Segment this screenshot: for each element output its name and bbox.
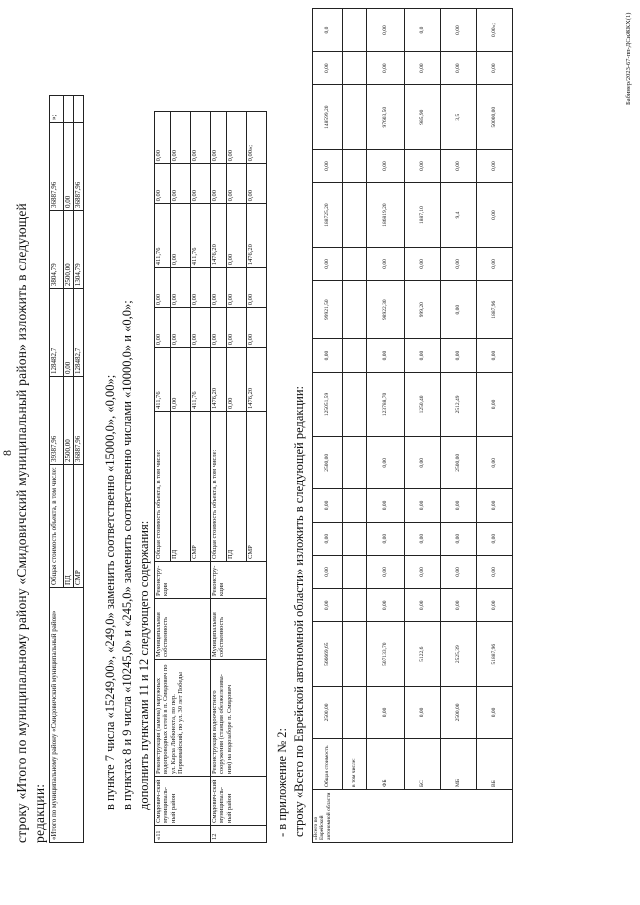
t3-cell: 0,00 [477, 247, 513, 280]
t3-cell: 0,00 [477, 489, 513, 522]
t3-cell: 2500,00 [313, 437, 343, 489]
t3-cell: 188725,20 [313, 183, 343, 248]
item-row-name: СМР [247, 412, 267, 562]
t2-cell: 0,00 [191, 112, 211, 164]
item-district: Смидович-ский муниципаль-ный район [155, 777, 211, 826]
t1-row-name: ПД [64, 465, 74, 588]
district-total-table [49, 95, 84, 843]
paragraph-points-8-9: в пунктах 8 и 9 числа «10245,0» и «245,0» заменить соответственно числами «10000,0» и «0,0»; [120, 300, 134, 810]
t3-cell: 0,00 [367, 52, 405, 85]
t3-row-name: в том числе: [343, 739, 367, 790]
t3-cell: 0,00 [477, 686, 513, 738]
t3-cell [343, 52, 367, 85]
t3-cell: 50000,00 [477, 85, 513, 150]
t3-cell [343, 9, 367, 52]
t2-cell: 0,00 [191, 268, 211, 308]
t2-cell: 0,00 [191, 308, 211, 348]
t2-cell: 0,00 [171, 164, 191, 204]
item-number: 12 [211, 826, 267, 843]
t3-cell: 0,00 [367, 522, 405, 555]
t3-cell: 0,00 [405, 686, 441, 738]
t3-cell: 0,00 [367, 149, 405, 182]
t3-cell: 0,00 [405, 149, 441, 182]
t1-cell: 2500,00 [64, 377, 74, 465]
t3-cell [343, 589, 367, 622]
t3-cell: 186819,20 [367, 183, 405, 248]
paragraph-point-7: в пункте 7 числа «15249,00», «249,0» заменить соответственно «15000,0», «0,00»; [103, 374, 117, 810]
t3-cell: 0,00 [367, 339, 405, 372]
t2-cell: 0,00 [155, 308, 171, 348]
t2-cell: 0,00 [191, 164, 211, 204]
t3-cell: 0,0 [405, 9, 441, 52]
t3-cell: 97603,50 [367, 85, 405, 150]
item-row-name: ПД [171, 412, 191, 562]
t1-cell: »; [50, 96, 64, 123]
paragraph-line-2: редакции: [32, 783, 47, 843]
t3-cell: 0,00 [477, 522, 513, 555]
item-row-name: ПД [227, 412, 247, 562]
t2-cell: 1476,20 [247, 348, 267, 412]
t1-cell: 0,00 [64, 123, 74, 211]
t3-cell: 0,00 [405, 52, 441, 85]
paragraph-line-1: строку «Итого по муниципальному району «Смидовичский муниципальный район» изложить в следующей [14, 203, 29, 843]
t1-cell: 128482,7 [50, 289, 64, 377]
t3-cell: 0,0 [313, 9, 343, 52]
t1-row-name: Общая стоимость объекта, в том числе: [50, 465, 64, 588]
t3-cell: 0,00 [405, 339, 441, 372]
t3-cell: 0,00 [313, 589, 343, 622]
t3-cell [343, 281, 367, 339]
t3-cell: 0,00 [441, 339, 477, 372]
t3-cell: 0,00 [477, 183, 513, 248]
t2-cell: 0,00 [171, 268, 191, 308]
t3-row-name: МБ [441, 739, 477, 790]
t3-cell: 0,00 [367, 686, 405, 738]
t3-cell: 0,00 [441, 9, 477, 52]
t3-cell: 9,4 [441, 183, 477, 248]
t2-cell: 0,00 [211, 268, 227, 308]
t1-row-name: СМР [74, 465, 84, 588]
t3-cell: 51887,96 [477, 622, 513, 687]
t3-cell: 0,00 [405, 555, 441, 588]
item-kind: Реконстру-кция [211, 562, 267, 599]
t3-cell: 0,00 [367, 555, 405, 588]
t3-row-name: Общая стоимость [313, 739, 343, 790]
t3-cell: 0,00 [405, 489, 441, 522]
t2-cell: 1476,20 [211, 204, 227, 268]
t3-cell: 0,00 [441, 522, 477, 555]
t3-cell: 0,00 [405, 522, 441, 555]
item-object: Реконструкция (замена) наружных водопроводных сетей в п. Смидович по ул. Карла Либкнехта, по пер. Первомайский, по ул. 30 лет Победы [155, 660, 211, 777]
t3-cell: 2500,00 [441, 437, 477, 489]
t3-cell [343, 183, 367, 248]
paragraph-points-11-12: дополнить пунктами 11 и 12 следующего содержания: [137, 520, 151, 810]
t3-cell: 0,00 [313, 149, 343, 182]
t2-cell: 0,00 [171, 204, 191, 268]
t2-cell: 411,76 [155, 204, 171, 268]
item-object: Реконструкция водоочистного сооружения (станция обезжелезива-ния) на водозаборе п. Смидович [211, 660, 267, 777]
t3-cell: 0,00 [441, 281, 477, 339]
t2-cell: 411,76 [191, 204, 211, 268]
item-number: «11 [155, 826, 211, 843]
t1-cell: 39387,96 [50, 377, 64, 465]
t3-cell: 0,00 [313, 489, 343, 522]
t3-cell [343, 339, 367, 372]
t2-cell: 0,00 [247, 164, 267, 204]
item-row-name: СМР [191, 412, 211, 562]
t3-cell: 1250,40 [405, 372, 441, 437]
t3-cell: 0,00 [477, 372, 513, 437]
t3-cell [343, 555, 367, 588]
t3-cell: 999,20 [405, 281, 441, 339]
t3-cell: 2512,49 [441, 372, 477, 437]
t2-cell: 0,00 [227, 348, 247, 412]
t1-cell: 1304,79 [74, 210, 84, 288]
t2-cell: 0,00 [155, 164, 171, 204]
t3-cell: 0,00 [477, 149, 513, 182]
t3-cell: 0,00 [313, 522, 343, 555]
t2-cell: 0,00 [171, 348, 191, 412]
t2-cell: 0,00 [247, 308, 267, 348]
t3-cell: 5122,6 [405, 622, 441, 687]
t2-cell: 0,00 [211, 308, 227, 348]
t3-cell: 0,00 [367, 247, 405, 280]
item-district: Смидович-ский муниципаль-ный район [211, 777, 267, 826]
t1-cell: 36887,96 [74, 123, 84, 211]
t3-cell: 0,00 [367, 489, 405, 522]
t3-cell: 2525,39 [441, 622, 477, 687]
t3-cell [343, 149, 367, 182]
t3-cell [343, 437, 367, 489]
t3-cell: 2500,00 [441, 686, 477, 738]
t3-row [313, 9, 343, 843]
t1-cell: 0,00 [64, 289, 74, 377]
t3-cell: 98922,30 [367, 281, 405, 339]
t3-cell: 566669,65 [313, 622, 343, 687]
t3-cell: 1887,10 [405, 183, 441, 248]
t1-cell: 36887,96 [74, 377, 84, 465]
new-items-table [154, 111, 267, 843]
t3-cell: 0,00 [367, 9, 405, 52]
t3-cell: 0,00 [477, 589, 513, 622]
t3-cell: 125051,59 [313, 372, 343, 437]
t1-cell: 36887,96 [50, 123, 64, 211]
t2-cell: 1476,20 [247, 204, 267, 268]
item-kind: Реконстру-кция [155, 562, 211, 599]
region-total-table [312, 8, 513, 843]
t3-row [477, 9, 513, 843]
t3-cell: 0,00 [477, 52, 513, 85]
t3-cell: 0,00»; [477, 9, 513, 52]
t3-cell: 0,00 [405, 247, 441, 280]
t3-cell: 0,00 [441, 247, 477, 280]
t2-cell: 411,76 [191, 348, 211, 412]
t2-cell: 0,00 [227, 164, 247, 204]
page-number: 8 [0, 450, 14, 456]
t3-cell: 0,00 [313, 339, 343, 372]
t3-cell: 0,00 [477, 339, 513, 372]
t3-cell [343, 247, 367, 280]
t1-cell [64, 96, 74, 123]
footer-reference: Бабинер/2023-67-пп-ДСиЖКХ(1) [625, 12, 632, 105]
t2-cell: 0,00 [211, 112, 227, 164]
t3-cell: 0,00 [313, 247, 343, 280]
t2-cell: 0,00 [155, 268, 171, 308]
t3-cell: 0,00 [405, 589, 441, 622]
t3-cell: 0,00 [367, 437, 405, 489]
t2-cell: 0,00»; [247, 112, 267, 164]
t3-cell: 0,00 [313, 555, 343, 588]
t2-cell: 0,00 [211, 164, 227, 204]
t2-cell: 0,00 [171, 112, 191, 164]
t3-cell [343, 85, 367, 150]
t3-cell: 0,00 [441, 489, 477, 522]
t3-cell: 0,00 [477, 555, 513, 588]
item-owner: Муниципальная собственность [211, 599, 267, 660]
appendix-line: строку «Всего по Еврейской автономной области» изложить в следующей редакции: [292, 385, 306, 837]
t3-cell: 123788,70 [367, 372, 405, 437]
t3-cell: 0,00 [441, 589, 477, 622]
t3-cell: 0,00 [441, 149, 477, 182]
t3-row-name: ФБ [367, 739, 405, 790]
t2-cell: 0,00 [227, 112, 247, 164]
t2-cell: 0,00 [227, 308, 247, 348]
district-total-label: «Итого по муниципальному району «Смидовичский муниципальный район» [50, 588, 84, 843]
t3-cell [343, 686, 367, 738]
t3-cell: 507133,70 [367, 622, 405, 687]
t3-cell: 0,00 [441, 555, 477, 588]
t3-cell: 985,90 [405, 85, 441, 150]
t3-cell: 99921,50 [313, 281, 343, 339]
t3-row [405, 9, 441, 843]
t3-cell: 1887,96 [477, 281, 513, 339]
t3-cell: 0,00 [477, 437, 513, 489]
t2-cell: 0,00 [227, 204, 247, 268]
t3-row-name: ВБ [477, 739, 513, 790]
t3-cell [343, 622, 367, 687]
t3-row [343, 9, 367, 843]
t2-cell: 0,00 [155, 112, 171, 164]
t1-cell: 3804,79 [50, 210, 64, 288]
t3-cell: 0,00 [313, 52, 343, 85]
t3-cell: 0,00 [441, 52, 477, 85]
t1-cell: 128482,7 [74, 289, 84, 377]
t1-cell: 2500,00 [64, 210, 74, 288]
t2-cell: 1476,20 [211, 348, 227, 412]
t3-cell [343, 372, 367, 437]
t2-cell: 0,00 [247, 268, 267, 308]
t3-cell [343, 489, 367, 522]
t3-cell: 2500,00 [313, 686, 343, 738]
t3-row [367, 9, 405, 843]
t1-cell [74, 96, 84, 123]
t3-cell: 0,00 [367, 589, 405, 622]
item-row-name: Общая стоимость объекта, в том числе: [155, 412, 171, 562]
t3-cell: 0,00 [405, 437, 441, 489]
appendix-heading: - в приложение № 2: [275, 728, 289, 837]
item-owner: Муниципальная собственность [155, 599, 211, 660]
t3-row-name: БС [405, 739, 441, 790]
t2-cell: 0,00 [171, 308, 191, 348]
item-row-name: Общая стоимость объекта, в том числе: [211, 412, 227, 562]
t3-row [441, 9, 477, 843]
t2-cell: 411,76 [155, 348, 171, 412]
t3-cell: 148599,20 [313, 85, 343, 150]
t3-cell: 3,5 [441, 85, 477, 150]
t3-cell [343, 522, 367, 555]
region-total-label: «Всего по Еврейской автономной области [313, 790, 513, 843]
t2-cell: 0,00 [227, 268, 247, 308]
